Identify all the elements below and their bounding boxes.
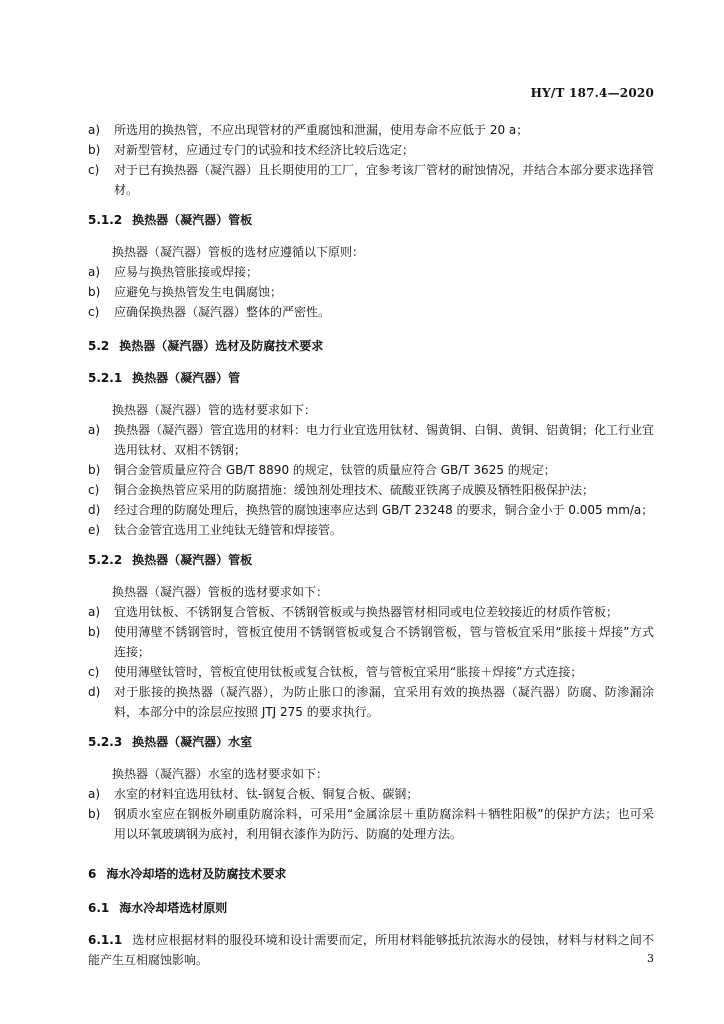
standard-code-header: HY/T 187.4—2020	[530, 86, 654, 100]
section-title: 海水冷却塔的选材及防腐技术要求	[106, 867, 287, 881]
list-item	[88, 804, 654, 844]
list-text: 经过合理的防腐处理后，换热管的腐蚀速率应达到 GB/T 23248 的要求，铜合金小于 0.005 mm/a；	[114, 503, 654, 517]
list-item	[88, 120, 654, 140]
list-marker: a)	[88, 605, 101, 619]
section-heading-5-2-1	[88, 368, 654, 388]
list-item	[88, 602, 654, 622]
list-text: 应避免与换热管发生电偶腐蚀；	[114, 285, 283, 299]
section-title: 换热器（凝汽器）管	[132, 371, 241, 385]
list-selection-principles	[88, 120, 654, 200]
section-number: 5.2.2	[88, 553, 123, 567]
list-item	[88, 302, 654, 322]
list-text: 铜合金管质量应符合 GB/T 8890 的规定，钛管的质量应符合 GB/T 3625 的规定；	[114, 463, 556, 477]
section-title: 换热器（凝汽器）选材及防腐技术要求	[119, 339, 324, 353]
list-item	[88, 784, 654, 804]
list-item	[88, 282, 654, 302]
section-heading-5-2-3	[88, 732, 654, 752]
list-marker: d)	[88, 503, 101, 517]
list-marker: c)	[88, 305, 100, 319]
section-intro: 换热器（凝汽器）管的选材要求如下：	[112, 403, 317, 417]
list-item	[88, 682, 654, 722]
document-body	[88, 120, 654, 970]
list-marker: b)	[88, 463, 101, 477]
list-text: 宜选用钛板、不锈钢复合管板、不锈钢管板或与换热器管材相同或电位差较接近的材质作管板；	[114, 605, 619, 619]
list-item	[88, 262, 654, 282]
clause-text: 选材应根据材料的服役环境和设计需要而定，所用材料能够抵抗浓海水的侵蚀，材料与材料之间不能产生互相腐蚀影响。	[88, 933, 654, 967]
list-text: 所选用的换热管，不应出现管材的严重腐蚀和泄漏，使用寿命不应低于 20 a；	[114, 123, 529, 137]
page-number: 3	[647, 952, 654, 965]
section-heading-5-1-2	[88, 210, 654, 230]
section-title: 换热器（凝汽器）水室	[132, 735, 253, 749]
list-marker: b)	[88, 285, 101, 299]
list-text: 对新型管材，应通过专门的试验和技术经济比较后选定；	[114, 143, 415, 157]
chapter-heading-6	[88, 864, 654, 884]
list-marker: c)	[88, 665, 100, 679]
list-marker: e)	[88, 523, 101, 537]
list-item	[88, 500, 654, 520]
section-number: 6	[88, 867, 97, 881]
list-item	[88, 480, 654, 500]
list-marker: b)	[88, 625, 101, 639]
list-text: 应易与换热管胀接或焊接；	[114, 265, 259, 279]
section-number: 5.2	[88, 339, 110, 353]
section-number: 5.2.1	[88, 371, 123, 385]
list-text: 钢质水室应在钢板外刷重防腐涂料，可采用“金属涂层＋重防腐涂料＋牺牲阳极”的保护方法；也可采用以环氧玻璃钢为底衬，利用铜衣漆作为防污、防腐的处理方法。	[114, 807, 655, 841]
list-marker: c)	[88, 483, 100, 497]
list-text: 水室的材料宜选用钛材、钛-钢复合板、铜复合板、碳钢；	[114, 787, 419, 801]
list-text: 对于胀接的换热器（凝汽器），为防止胀口的渗漏，宜采用有效的换热器（凝汽器）防腐、防渗漏涂料，本部分中的涂层应按照 JTJ 275 的要求执行。	[114, 685, 654, 719]
list-text: 使用薄壁钛管时，管板宜使用钛板或复合钛板，管与管板宜采用“胀接＋焊接”方式连接；	[114, 665, 583, 679]
section-number: 5.1.2	[88, 213, 123, 227]
list-marker: b)	[88, 143, 101, 157]
list-text: 换热器（凝汽器）管宜选用的材料：电力行业宜选用钛材、锡黄铜、白铜、黄铜、铝黄铜；化工行业宜选用钛材、双相不锈钢；	[114, 423, 655, 457]
list-marker: a)	[88, 265, 101, 279]
list-marker: a)	[88, 123, 101, 137]
list-text: 使用薄壁不锈钢管时，管板宜使用不锈钢管板或复合不锈钢管板，管与管板宜采用“胀接＋焊接”方式连接；	[114, 625, 654, 659]
list-text: 对于已有换热器（凝汽器）且长期使用的工厂，宜参考该厂管材的耐蚀情况，并结合本部分要求选择管材。	[114, 163, 655, 197]
list-text: 铜合金换热管应采用的防腐措施：缓蚀剂处理技术、硫酸亚铁离子成膜及牺牲阳极保护法；	[114, 483, 595, 497]
section-number: 6.1.1	[88, 933, 123, 947]
section-number: 5.2.3	[88, 735, 123, 749]
section-title: 换热器（凝汽器）管板	[132, 213, 253, 227]
list-text: 钛合金管宜选用工业纯钛无缝管和焊接管。	[114, 523, 343, 537]
list-item	[88, 420, 654, 460]
list-text: 应确保换热器（凝汽器）整体的严密性。	[114, 305, 331, 319]
list-item	[88, 520, 654, 540]
list-marker: b)	[88, 807, 101, 821]
list-item	[88, 160, 654, 200]
section-heading-5-2-2	[88, 550, 654, 570]
list-marker: a)	[88, 423, 101, 437]
section-intro: 换热器（凝汽器）管板的选材应遵循以下原则：	[112, 245, 365, 259]
list-item	[88, 662, 654, 682]
section-title: 换热器（凝汽器）管板	[132, 553, 253, 567]
section-heading-6-1	[88, 898, 654, 918]
list-marker: a)	[88, 787, 101, 801]
section-heading-5-2	[88, 336, 654, 356]
section-title: 海水冷却塔选材原则	[119, 901, 228, 915]
clause-6-1-1	[88, 930, 654, 970]
list-marker: c)	[88, 163, 100, 177]
list-marker: d)	[88, 685, 101, 699]
section-number: 6.1	[88, 901, 110, 915]
list-item	[88, 140, 654, 160]
section-intro: 换热器（凝汽器）水室的选材要求如下：	[112, 767, 329, 781]
section-intro: 换热器（凝汽器）管板的选材要求如下：	[112, 585, 329, 599]
list-item	[88, 460, 654, 480]
list-item	[88, 622, 654, 662]
